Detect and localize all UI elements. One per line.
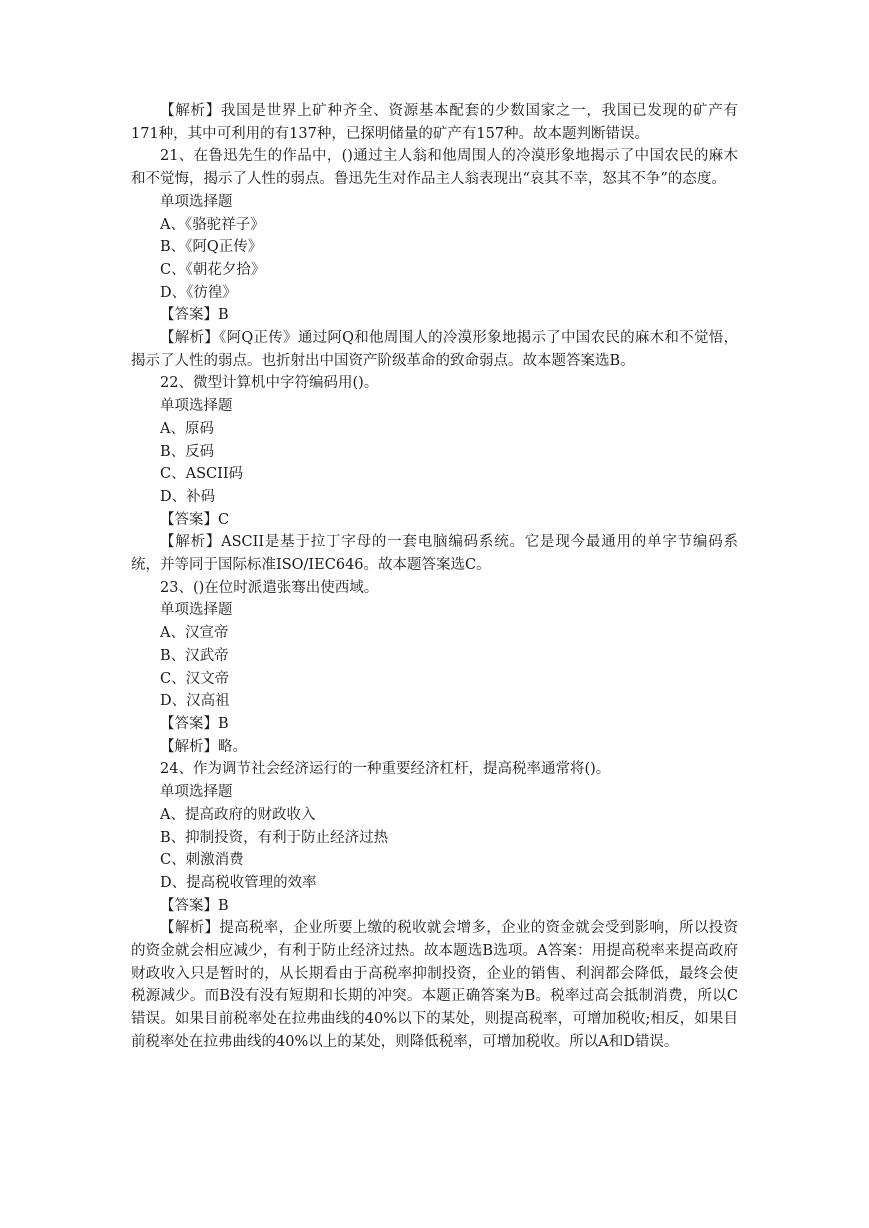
text-line: 【答案】B (160, 307, 229, 324)
text-line: B、抑制投资，有利于防止经济过热 (160, 829, 389, 846)
text-line: C、汉文帝 (160, 670, 230, 687)
text-line: 22、微型计算机中字符编码用()。 (160, 375, 379, 392)
text-line: 24、作为调节社会经济运行的一种重要经济杠杆，提高税率通常将()。 (160, 761, 611, 778)
text-line: A、《骆驼祥子》 (160, 216, 265, 233)
text-line: A、汉宣帝 (160, 625, 229, 642)
text-line: 单项选择题 (160, 602, 233, 619)
text-line: C、《朝花夕拾》 (160, 261, 266, 278)
text-line: D、提高税收管理的效率 (160, 874, 317, 891)
document-page (131, 100, 738, 1054)
text-line: 【答案】B (160, 715, 229, 732)
text-paragraph: 【解析】ASCII是基于拉丁字母的一套电脑编码系统。它是现今最通用的单字节编码系统，并等同于国际标准ISO/IEC646。故本题答案选C。 (131, 534, 738, 574)
text-line: 23、()在位时派遣张骞出使西域。 (160, 579, 379, 596)
text-line: B、《阿Q正传》 (160, 239, 263, 256)
text-paragraph: 21、在鲁迅先生的作品中，()通过主人翁和他周围人的冷漠形象地揭示了中国农民的麻木和不觉悔，揭示了人性的弱点。鲁迅先生对作品主人翁表现出“哀其不幸，怒其不争”的态度。 (131, 148, 738, 188)
text-line: C、刺激消费 (160, 852, 244, 869)
text-line: D、补码 (160, 488, 216, 505)
text-paragraph: 【解析】我国是世界上矿种齐全、资源基本配套的少数国家之一，我国已发现的矿产有171种，其中可利用的有137种，已探明储量的矿产有157种。故本题判断错误。 (131, 103, 738, 142)
text-line: 单项选择题 (160, 398, 233, 415)
text-paragraph: 【解析】提高税率，企业所要上缴的税收就会增多，企业的资金就会受到影响，所以投资的资金就会相应减少，有利于防止经济过热。故本题选B选项。A答案：用提高税率来提高政府财政收入只是暂时的，从长期看由于高税率抑制投资，企业的销售、利润都会降低，最终会使税源减少。而B没有没有短期和长期的冲突。本题正确答案为B。税率过高会抵制消费，所以C错误。如果目前税率处在拉弗曲线的40%以下的某处，则提高税率，可增加税收;相反，如果目前税率处在拉弗曲线的40%以上的某处，则降低税率，可增加税收。所以A和D错误。 (131, 920, 738, 1050)
text-line: B、反码 (160, 443, 215, 460)
text-line: 单项选择题 (160, 193, 233, 210)
text-line: C、ASCII码 (160, 466, 244, 483)
text-line: A、提高政府的财政收入 (160, 806, 316, 823)
text-line: B、汉武帝 (160, 647, 229, 664)
text-line: 单项选择题 (160, 784, 233, 801)
text-line: D、汉高祖 (160, 693, 230, 710)
text-line: 【答案】B (160, 897, 229, 914)
text-line: 【解析】略。 (160, 738, 247, 755)
text-line: 【答案】C (160, 511, 230, 528)
text-line: A、原码 (160, 420, 214, 437)
text-paragraph: 【解析】《阿Q正传》通过阿Q和他周围人的冷漠形象地揭示了中国农民的麻木和不觉悟，揭示了人性的弱点。也折射出中国资产阶级革命的致命弱点。故本题答案选B。 (131, 330, 738, 369)
text-line: D、《彷徨》 (160, 284, 237, 301)
